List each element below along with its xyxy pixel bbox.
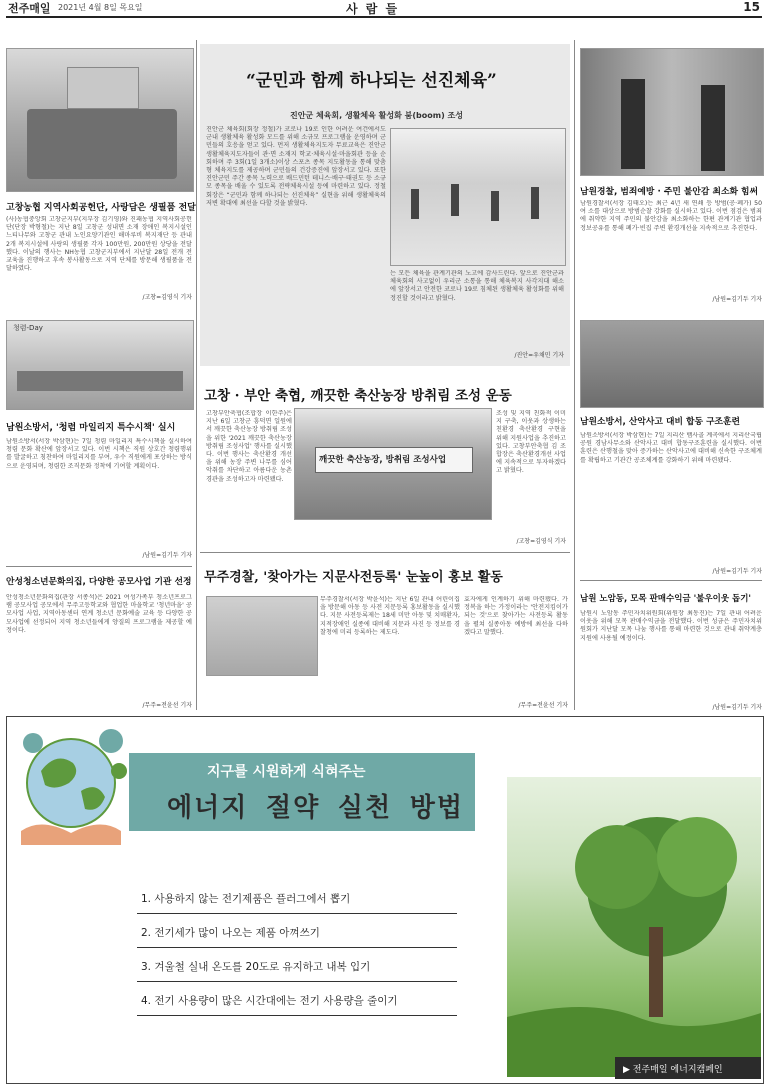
photo-banner-text: 청렴-Day [13,324,43,332]
hero-body-left: 진안군 체육회(회장 정철)가 코로나 19로 인한 어려운 여건에서도 군내 생활체육 활성화 모드를 위해 소규모 프로그램을 운영하며 군민들의 호응을 얻고 있다. 먼저 생활체육지도자 무료교육은 진안군 생활체육지도자들이 관·면 소재지 학교·체육시설·마을회관 등을 순회하며 주 3회(1일 3개소)이상 스포츠 종목 지도활동을 통해 맞춤형 체육지도를 제공하며 군민들의 건강증진에 앞장서고 있다. 또한 진안군민 주간 종목 노력으로 배드민턴 테니스·배구·태권도 등 소규모 종목을 배울 수 있도록 전략체육시설 등에 마련하고 있다. 정철 회장은 “군민과 함께 하나되는 선진체육” 실현을 위해 생활체육의 저변 확대에 최선을 다할 것을 밝혔다. [206,126,386,207]
hero-subtitle: 진안군 체육회, 생활체육 활성화 붐(boom) 조성 [290,111,463,120]
article-body-right: 효자에게 인계하기 위해 마련됐다. 가정복을 하는 가정이라는 '안전지킴이가 되는 것'으로 찾아가는 사전등록 활동을 펼쳐 실종아동 예방에 최선을 다하겠다고 말했다. [464,596,568,636]
article-body: 남원경찰서(서장 김태오)는 최근 4년 새 연쇄 등 방범(공·폐가) 50여 소를 대상으로 방범순찰 강화를 실시하고 있다. 이번 점검은 범죄에 취약한 지역 주민의 불안감을 최소화하는 한편 관계기관 협업과 정보공유를 통해 폐가·빈집 주변 환경개선을 지속적으로 추진한다. [580,200,762,232]
item-underline [137,913,457,914]
article-byline: /남원=김기두 기자 [142,552,192,559]
article-byline: /남원=김기두 기자 [712,296,762,303]
livestock-event-photo [294,408,492,520]
article-body: 안성청소년문화의집(관장 서종석)은 2021 여성가족부 청소년프로그램 공모사업 공모에서 무주고등학교와 협업한 마을학교 '청년마을' 공모사업 사업, 지역아동센터 연계 청소년 문화예술 교육 등 다양한 공모사업에 선정되어 지역 청소년들에게 양질의 프로그램을 제공할 예정이다. [6,594,192,634]
divider [580,580,762,581]
article-byline: /남원=김기두 기자 [712,704,762,711]
ad-item: 4. 전기 사용량이 많은 시간대에는 전기 사용량을 줄이기 [141,995,398,1007]
article-title: 무주경찰, '찾아가는 지문사전등록' 눈높이 홍보 활동 [204,570,503,585]
article-byline: /무주=전윤선 기자 [142,702,192,709]
article-byline: /남원=김기두 기자 [712,568,762,575]
play-arrow-icon: ▶ [623,1065,630,1075]
ad-headline: 에너지 절약 실천 방법 [167,793,465,823]
energy-campaign-ad [6,716,764,1084]
paper-name: 전주매일 [8,2,51,15]
page-number: 15 [743,0,760,14]
forest-illustration [507,777,761,1077]
ad-footer-text [623,1062,723,1075]
article-byline: /고창=김영식 기자 [142,294,192,301]
article-byline: /진안=우채민 기자 [514,352,564,359]
hero-headline: “군민과 함께 하나되는 선진체육” [246,71,497,91]
mountain-rescue-photo [580,320,764,408]
article-body-left: 고창부안축협(조합장 이한주)은 지난 6일 고창군 흥덕면 일원에서 깨끗한 축산농장 방취림 조성을 위한 '2021 깨끗한 축산농장 방취림 조성사업' 행사를 실시했다. 이번 행사는 축산환경 개선을 위해 농장 주변 나무를 심어 악취를 차단하고 아름다운 농촌 경관을 조성하고자 마련됐다. [206,410,292,483]
campaign-name: 전주매일 에너지캠페인 [632,1065,723,1075]
divider [200,552,570,553]
item-underline [137,981,457,982]
article-body-left: 무주경찰서(서장 박윤석)는 지난 6일 관내 어린이집을 방문해 아동 등 사전 지문등록 홍보활동을 실시했다. 지문 사전등록제는 18세 미만 아동 및 치매환자, 지적장애인 실종에 대비해 지문과 사진 등 정보를 경찰청에 미리 등록하는 제도다. [320,596,460,636]
globe-hands-illustration [11,721,131,857]
divider [6,566,192,567]
article-title: 고창농협 지역사회공헌단, 사랑담은 생필품 전달 [6,203,196,213]
article-title: 남원 노암동, 모목 판매수익금 '불우이웃 돕기' [580,594,752,604]
column-divider [574,40,575,710]
issue-date: 2021년 4월 8일 목요일 [58,3,143,12]
article-byline: /고창=김영식 기자 [516,538,566,545]
article-byline: /무주=전윤선 기자 [518,702,568,709]
gym-activity-photo [390,128,566,266]
item-underline [137,947,457,948]
page-header [6,0,762,18]
article-body: 남원소방서(서장 박삼현)는 7일 청렴 마일리지 특수시책을 실시하여 청렴 문화 확산에 앞장서고 있다. 이번 시책은 직원 상호간 청렴행위를 발굴하고 칭찬하여 마일리지를 부여, 우수 직원에게 포상하는 방식으로 운영되며, 청렴한 조직문화 정착에 기여할 계획이다. [6,438,192,470]
ad-item: 1. 사용하지 않는 전기제품은 플러그에서 뽑기 [141,893,351,905]
namwon-meeting-photo [6,320,194,410]
ad-item: 2. 전기세가 많이 나오는 제품 아껴쓰기 [141,927,320,939]
column-divider [196,40,197,710]
article-body: (사)농협중앙회 고창군지부(지부장 김기영)와 진패농협 지역사회공헌단(단장 박형철)는 지난 8일 고창군 성내면 소재 장애인 복지시설인 느티나무와 고창군 관내 노인요양기관인 해마루비 복지재단 등 관내 2개 복지시설에 사랑의 생필품 각자 100만원, 200만원 상당을 전달했다. 이날의 행사는 NH농협 고창군지부에서 지난달 28일 전개 전 교육을 진행하고 후속 봉사활동으로 지역 단체를 방문해 생필품을 전달하였다. [6,216,192,273]
article-title: 남원소방서, 산악사고 대비 합동 구조훈련 [580,417,741,427]
article-title: 남원소방서, '청렴 마일리지 특수시책' 실시 [6,423,176,433]
article-body: 남원소방서(서장 박삼현)는 7일 지리산 뱀사골 계곡에서 지리산국립공원 경남사무소와 산악사고 대비 합동구조훈련을 실시했다. 이번 훈련은 산행철을 맞아 증가하는 산악사고에 대비해 신속한 구조체계를 확립하고 기관간 공조체계를 강화하기 위해 마련됐다. [580,432,762,464]
gochang-group-photo [6,48,194,192]
ad-item: 3. 겨울철 실내 온도를 20도로 유지하고 내복 입기 [141,961,371,973]
item-underline [137,1015,457,1016]
article-title: 안성청소년문화의집, 다양한 공모사업 기관 선정 [6,577,192,587]
ad-tagline: 지구를 시원하게 식혀주는 [207,764,366,780]
hero-body-right: 는 모든 체육을 관계기관의 노고에 감사드린다. 앞으로 진안군과 체육회의 사고없이 우리군 소통을 통해 체육복지 사각지대 해소에 앞장서고 안전한 코로나 19로 침체된 생활체육 활성화를 위해 정진할 것이라고 밝혔다. [390,270,564,302]
section-title: 사 람 들 [346,2,400,16]
event-banner-text: 깨끗한 축산농장, 방취림 조성사업 [319,455,447,465]
police-patrol-photo [580,48,764,176]
article-body: 남원시 노암동 주민자치위원회(위원장 최동진)는 7일 관내 어려운 이웃을 위해 모목 판매수익금을 전달했다. 이번 성금은 주민자치위원회가 지난달 모목 나눔 행사를 통해 마련한 것으로 관내 취약계층 지원에 사용될 예정이다. [580,610,762,642]
article-title: 남원경찰, 범죄예방 · 주민 불안감 최소화 힘써 [580,187,759,197]
article-title: 고창 · 부안 축협, 깨끗한 축산농장 방취림 조성 운동 [204,388,512,404]
article-body-right: 조성 및 지역 친화적 이미지 구축, 이웃과 상생하는 친환경 축산환경 구현을 위해 지원사업을 추진하고 있다. 고창부안축협 김 조합장은 축산환경개선 사업에 지속적으로 투자하겠다고 밝혔다. [496,410,566,475]
children-group-photo [206,596,318,676]
